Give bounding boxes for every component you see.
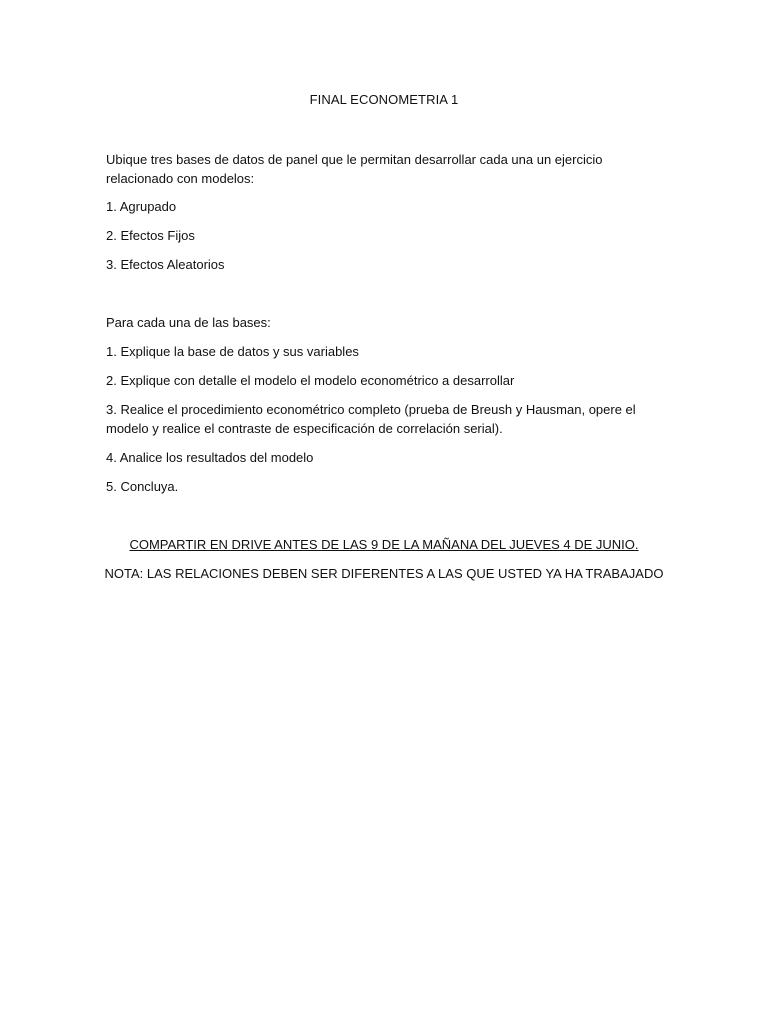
list-item: 4. Analice los resultados del modelo <box>106 450 314 465</box>
list-item: 2. Efectos Fijos <box>106 228 195 243</box>
list-item: 1. Agrupado <box>106 199 177 214</box>
tasks-intro: Para cada una de las bases: <box>106 315 271 330</box>
document-title: FINAL ECONOMETRIA 1 <box>309 92 459 107</box>
list-item: 2. Explique con detalle el modelo el modelo econométrico a desarrollar <box>106 373 515 388</box>
list-item: 5. Concluya. <box>106 479 179 494</box>
deadline-notice: COMPARTIR EN DRIVE ANTES DE LAS 9 DE LA MAÑANA DEL JUEVES 4 DE JUNIO. <box>129 537 639 552</box>
note-text: NOTA: LAS RELACIONES DEBEN SER DIFERENTES A LAS QUE USTED YA HA TRABAJADO <box>104 566 664 581</box>
list-item: 3. Realice el procedimiento econométrico completo (prueba de Breush y Hausman, opere el modelo y realice el contraste de especificación de correlación serial). <box>106 402 636 436</box>
intro-paragraph: Ubique tres bases de datos de panel que le permitan desarrollar cada una un ejercicio relacionado con modelos: <box>106 152 603 186</box>
list-item: 3. Efectos Aleatorios <box>106 257 225 272</box>
list-item: 1. Explique la base de datos y sus variables <box>106 344 359 359</box>
